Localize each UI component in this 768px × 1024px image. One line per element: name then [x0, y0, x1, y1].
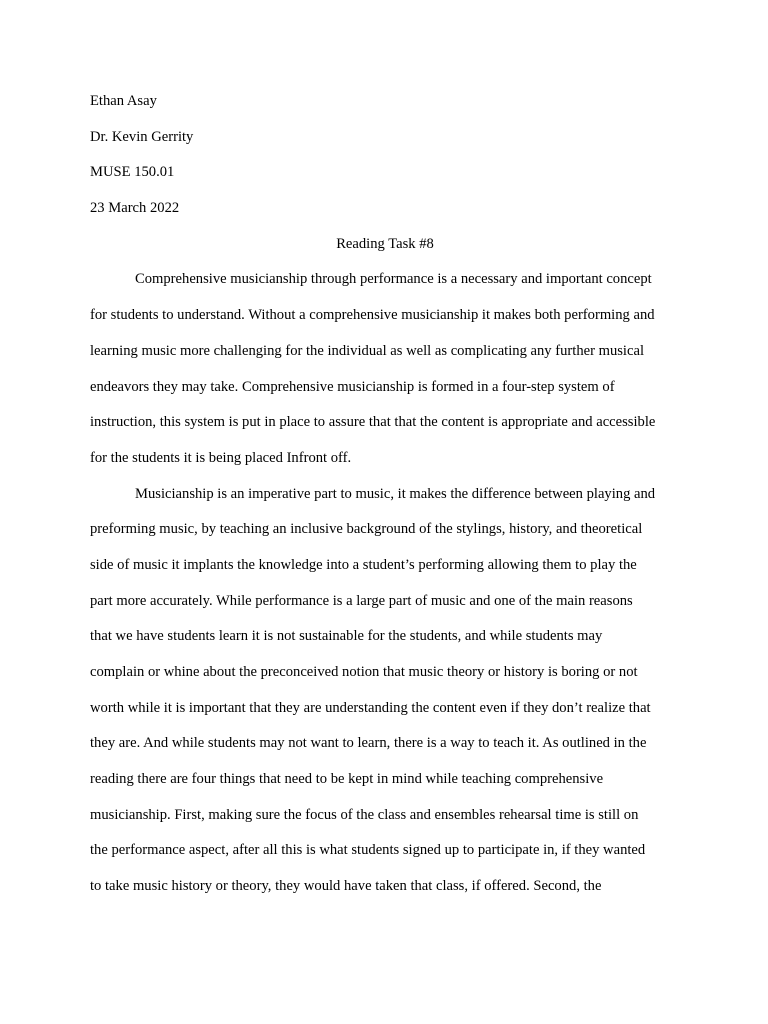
paragraph-line: to take music history or theory, they would have taken that class, if offered. Second, the [90, 878, 602, 895]
paragraph-line: complain or whine about the preconceived notion that music theory or history is boring or not [90, 664, 638, 680]
paragraph-1 [90, 262, 680, 476]
paragraph-line: endeavors they may take. Comprehensive musicianship is formed in a four-step system of [90, 378, 615, 395]
paragraph-line: learning music more challenging for the individual as well as complicating any further musical [90, 342, 644, 359]
paragraph-line: worth while it is important that they are understanding the content even if they don’t realize that [90, 699, 651, 716]
paragraph-2 [90, 477, 680, 905]
course-code: MUSE 150.01 [90, 164, 175, 181]
paragraph-line: instruction, this system is put in place to assure that that the content is appropriate and accessible [90, 414, 656, 431]
paragraph-line: that we have students learn it is not sustainable for the students, and while students may [90, 628, 603, 645]
paragraph-line: for the students it is being placed Infront off. [90, 449, 352, 466]
paragraph-line: Musicianship is an imperative part to music, it makes the difference between playing and [135, 485, 656, 502]
document-date: 23 March 2022 [90, 200, 180, 217]
paragraph-line: the performance aspect, after all this is what students signed up to participate in, if they wanted [90, 842, 646, 859]
paragraph-line: Comprehensive musicianship through performance is a necessary and important concept [135, 271, 652, 288]
instructor-name: Dr. Kevin Gerrity [90, 128, 194, 145]
paragraph-line: musicianship. First, making sure the focus of the class and ensembles rehearsal time is still on [90, 806, 639, 823]
author-name: Ethan Asay [90, 93, 157, 109]
paragraph-line: side of music it implants the knowledge into a student’s performing allowing them to play the [90, 556, 637, 573]
paragraph-line: part more accurately. While performance is a large part of music and one of the main reasons [90, 592, 633, 609]
paragraph-line: they are. And while students may not want to learn, there is a way to teach it. As outlined in the [90, 735, 647, 752]
paragraph-line: reading there are four things that need to be kept in mind while teaching comprehensive [90, 771, 604, 788]
document-body [90, 84, 680, 905]
paragraph-line: preforming music, by teaching an inclusive background of the stylings, history, and theoretical [90, 521, 643, 538]
paragraph-line: for students to understand. Without a comprehensive musicianship it makes both performing and [90, 307, 655, 324]
document-title: Reading Task #8 [336, 235, 434, 252]
